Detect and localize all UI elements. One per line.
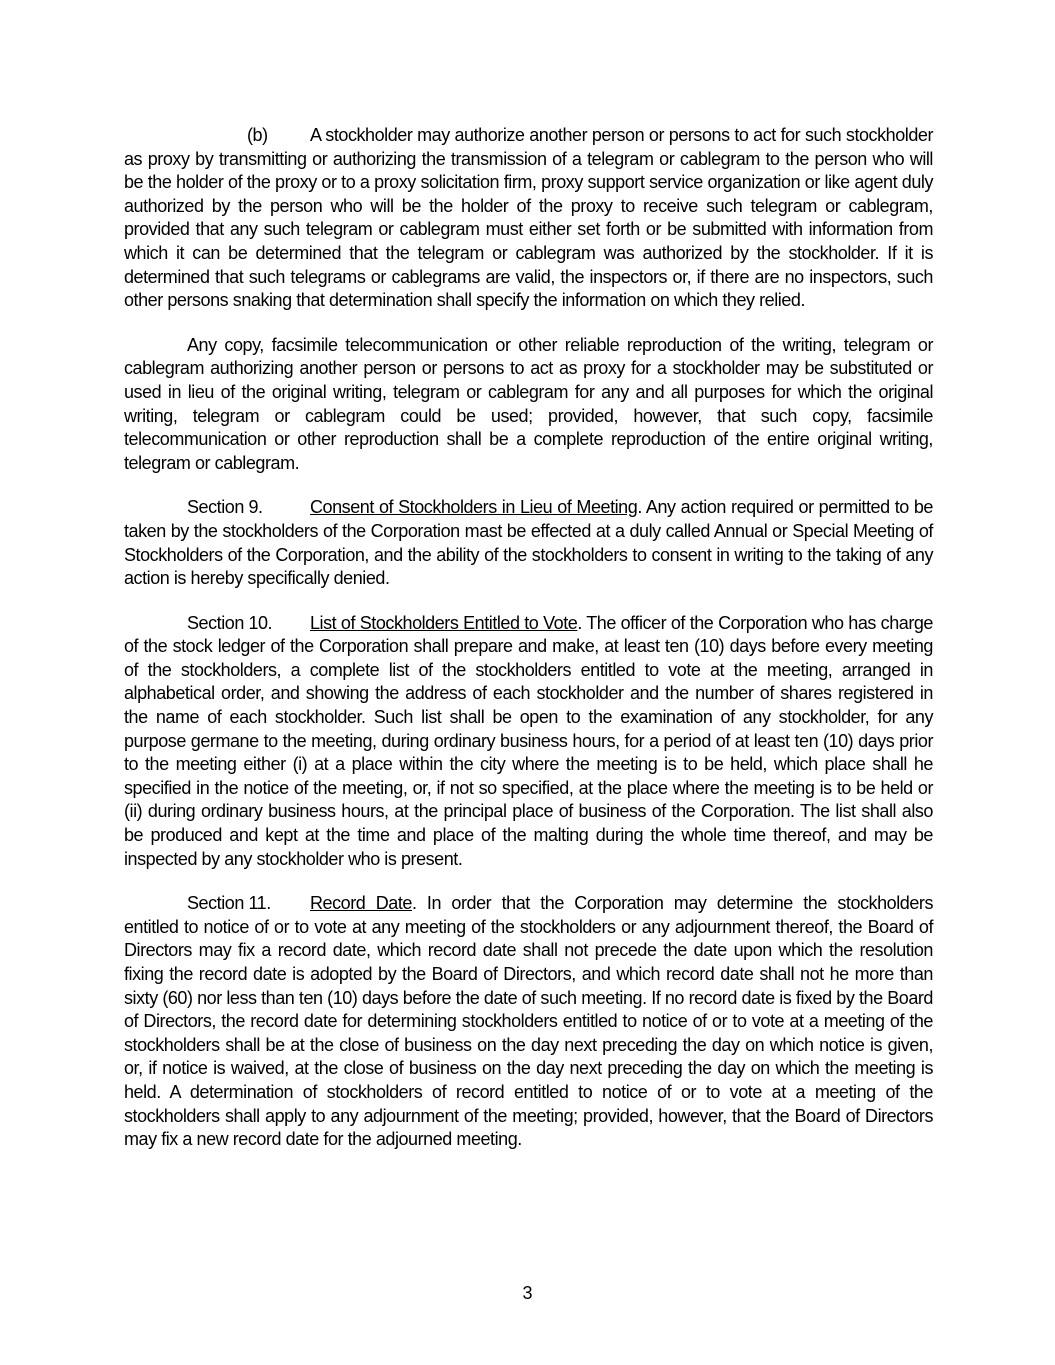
section-10-number: Section 10. xyxy=(187,612,273,633)
document-body xyxy=(124,124,933,1173)
paragraph-b-label: (b) xyxy=(247,125,268,145)
paragraph-b xyxy=(124,124,933,313)
section-10-text: . The officer of the Corporation who has charge of the stock ledger of the Corporation shall prepare and make, at least ten (10) days before every meeting of the stockholders, a complete list of the stockholders entitled to vote at the meeting, arranged in alphabetical order, and showing the address of each stockholder and the number of shares registered in the name of each stockholder. Such list shall be open to the examination of any stockholder, for any purpose germane to the meeting, during ordinary business hours, for a period of at least ten (10) days prior to the meeting either (i) at a place within the city where the meeting is to be held, which place shall he specified in the notice of the meeting, or, if not so specified, at the place where the meeting is to be held or (ii) during ordinary business hours, at the principal place of business of the Corporation. The list shall also be produced and kept at the time and place of the malting during the whole time thereof, and may be inspected by any stockholder who is present. xyxy=(124,612,933,869)
section-11-number: Section 11. xyxy=(187,893,271,914)
paragraph-copy-text: Any copy, facsimile telecommunication or other reliable reproduction of the writing, telegram or cablegram authorizing another person or persons to act as proxy for a stockholder may be substituted or used in lieu of the original writing, telegram or cablegram for any and all purposes for which the original writing, telegram or cablegram could be used; provided, however, that such copy, facsimile telecommunication or other reproduction shall be a complete reproduction of the entire original writing, telegram or cablegram. xyxy=(124,334,933,473)
section-11-text: . In order that the Corporation may determine the stockholders entitled to notice of or to vote at any meeting of the stockholders or any adjournment thereof, the Board of Directors may fix a record date, which record date shall not precede the date upon which the resolution fixing the record date is adopted by the Board of Directors, and which record date shall not he more than sixty (60) nor less than ten (10) days before the date of such meeting. If no record date is fixed by the Board of Directors, the record date for determining stockholders entitled to notice of or to vote at a meeting of the stockholders shall be at the close of business on the day next preceding the day on which notice is given, or, if notice is waived, at the close of business on the day next preceding the day on which the meeting is held. A determination of stockholders of record entitled to notice of or to vote at a meeting of the stockholders shall apply to any adjournment of the meeting; provided, however, that the Board of Directors may fix a new record date for the adjourned meeting. xyxy=(124,893,933,1150)
page-number: 3 xyxy=(522,1283,533,1303)
section-11-title: Record Date xyxy=(310,893,412,914)
section-9-number: Section 9. xyxy=(187,497,263,518)
section-9-title: Consent of Stockholders in Lieu of Meeting xyxy=(310,497,638,518)
paragraph-b-text: A stockholder may authorize another person or persons to act for such stockholder as proxy by transmitting or authorizing the transmission of a telegram or cablegram to the person who will be the holder of the proxy or to a proxy solicitation firm, proxy support service organization or like agent duly authorized by the person who will be the holder of the proxy to receive such telegram or cablegram, provided that any such telegram or cablegram must either set forth or be submitted with information from which it can be determined that the telegram or cablegram was authorized by the stockholder. If it is determined that such telegrams or cablegrams are valid, the inspectors or, if there are no inspectors, such other persons snaking that determination shall specify the information on which they relied. xyxy=(124,125,933,311)
section-9-text: . Any action required or permitted to be taken by the stockholders of the Corporation mast be effected at a duly called Annual or Special Meeting of Stockholders of the Corporation, and the ability of the stockholders to consent in writing to the taking of any action is hereby specifically denied. xyxy=(124,497,933,589)
paragraph-copy xyxy=(124,334,933,476)
section-10 xyxy=(124,612,933,872)
section-9 xyxy=(124,496,933,590)
section-10-title: List of Stockholders Entitled to Vote xyxy=(310,612,578,633)
section-11 xyxy=(124,892,933,1152)
